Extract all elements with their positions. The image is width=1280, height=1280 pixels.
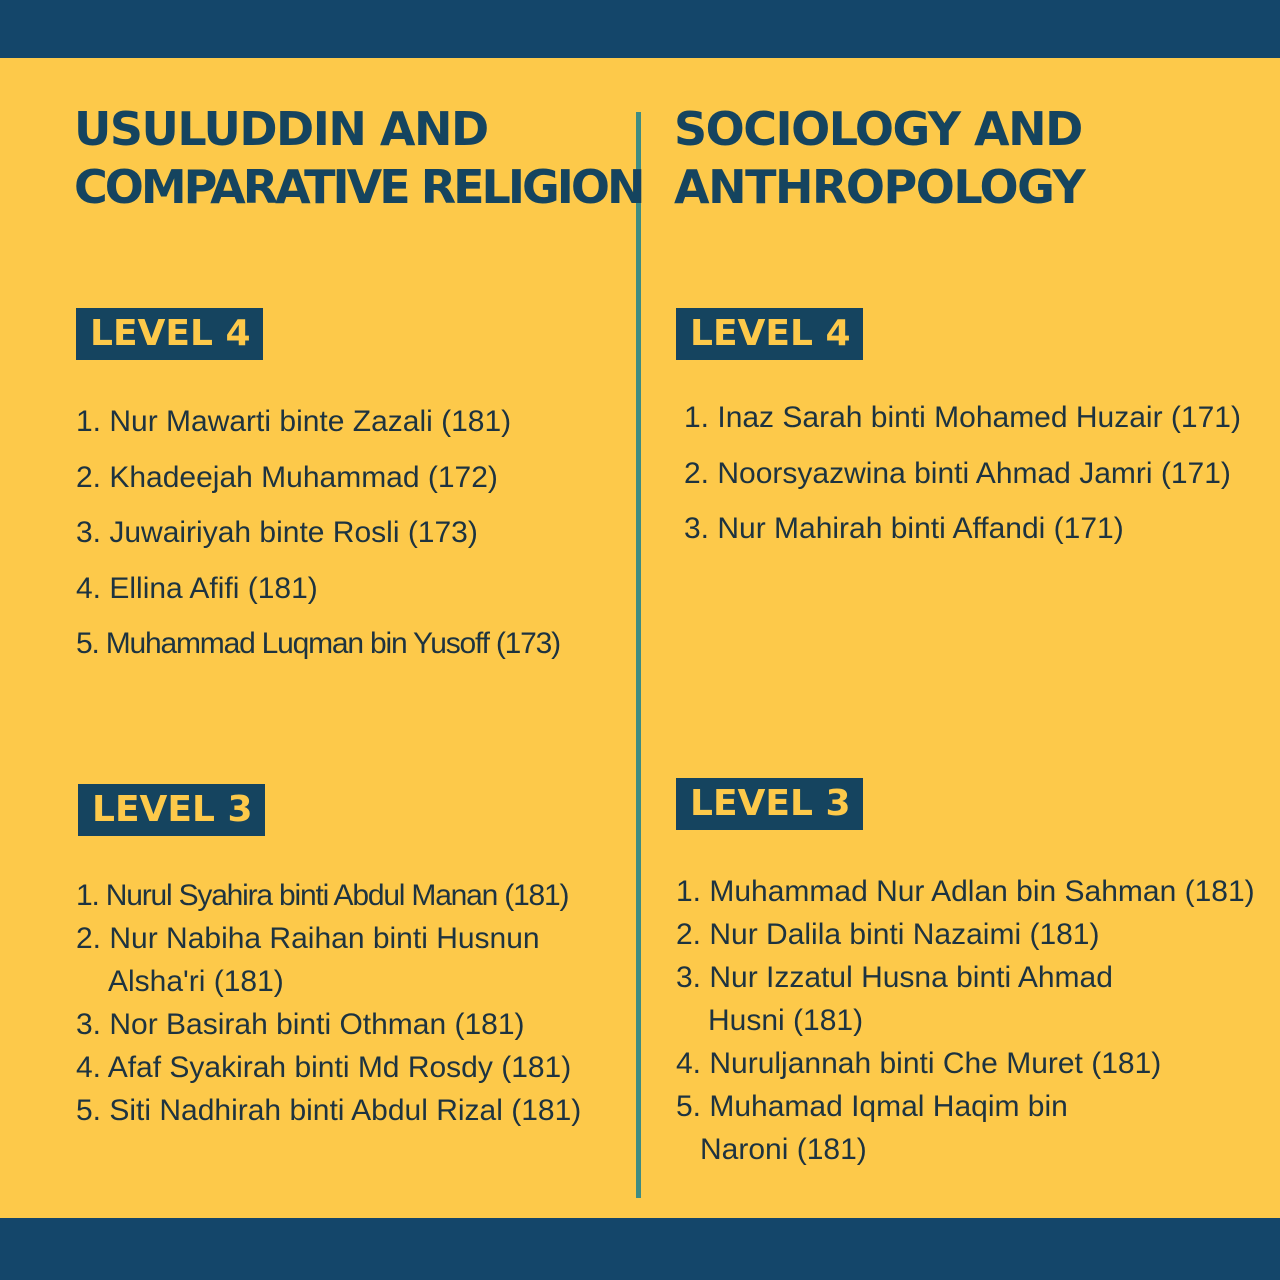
list-item: 2. Khadeejah Muhammad (172) [76, 460, 498, 494]
list-item: 5. Muhammad Luqman bin Yusoff (173) [76, 627, 560, 660]
column-title-line1: SOCIOLOGY AND [674, 102, 1082, 156]
column-divider [636, 112, 641, 1198]
bottom-bar [0, 1218, 1280, 1280]
column-title-line2: ANTHROPOLOGY [674, 160, 1085, 214]
column-title [674, 100, 1084, 216]
list-item: 1. Nurul Syahira binti Abdul Manan (181) [76, 879, 569, 912]
level3-list [676, 870, 1255, 1171]
level3-badge: LEVEL 3 [78, 784, 265, 836]
list-item: 4. Ellina Afifi (181) [76, 571, 318, 605]
top-bar [0, 0, 1280, 58]
list-item-line2: Husni (181) [708, 1004, 864, 1037]
list-item: 1. Inaz Sarah binti Mohamed Huzair (171) [684, 401, 1241, 434]
list-item-line2: Naroni (181) [700, 1133, 867, 1166]
list-item: 5. Siti Nadhirah binti Abdul Rizal (181) [76, 1094, 582, 1127]
list-item: 3. Juwairiyah binte Rosli (173) [76, 516, 478, 549]
list-item-line2: Alsha'ri (181) [108, 965, 284, 998]
list-item: 3. Nor Basirah binti Othman (181) [76, 1008, 525, 1041]
column-title [74, 100, 642, 216]
list-item [76, 917, 581, 1003]
list-item: 2. Nur Dalila binti Nazaimi (181) [676, 918, 1100, 951]
level4-list [684, 390, 1241, 557]
list-item: 1. Muhammad Nur Adlan bin Sahman (181) [676, 875, 1255, 908]
list-item: 1. Nur Mawarti binte Zazali (181) [76, 405, 512, 438]
list-item-line1: 5. Muhamad Iqmal Haqim bin [676, 1090, 1068, 1123]
list-item-line1: 3. Nur Izzatul Husna binti Ahmad [676, 961, 1113, 994]
list-item-line1: 2. Nur Nabiha Raihan binti Husnun [76, 922, 540, 955]
list-item: 3. Nur Mahirah binti Affandi (171) [684, 512, 1124, 545]
level3-badge: LEVEL 3 [676, 778, 863, 830]
list-item [676, 956, 1255, 1042]
column-title-line1: USULUDDIN AND [74, 102, 488, 156]
level4-badge: LEVEL 4 [76, 308, 263, 360]
column-title-line2: COMPARATIVE RELIGION [74, 160, 643, 214]
list-item [676, 1085, 1255, 1171]
level4-badge: LEVEL 4 [676, 308, 863, 360]
list-item: 4. Afaf Syakirah binti Md Rosdy (181) [76, 1051, 572, 1084]
list-item: 2. Noorsyazwina binti Ahmad Jamri (171) [684, 456, 1231, 490]
level4-list [76, 394, 560, 672]
list-item: 4. Nuruljannah binti Che Muret (181) [676, 1047, 1162, 1080]
level3-list [76, 874, 581, 1132]
